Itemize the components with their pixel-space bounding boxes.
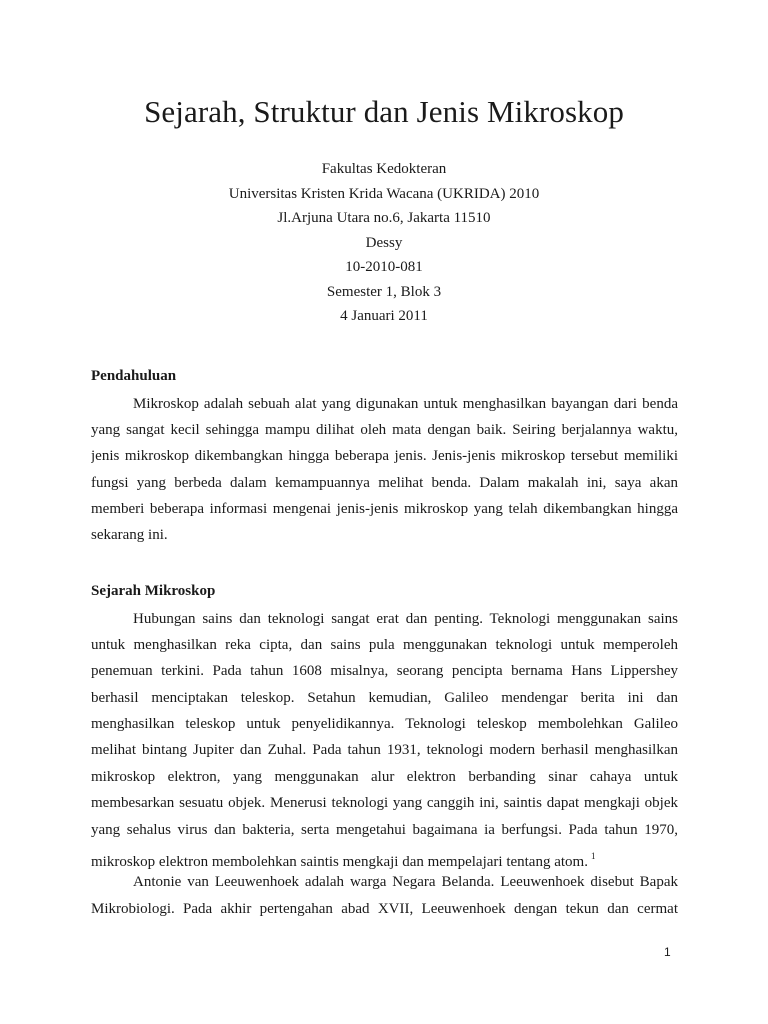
paragraph-line: yang sangat kecil sehingga mampu dilihat oleh mata dengan baik. Seiring berjalannya waktu, bbox=[91, 421, 678, 438]
paragraph-line: fungsi yang berbeda dalam kemampuannya melihat benda. Dalam makalah ini, saya akan bbox=[91, 474, 678, 491]
semester-line: Semester 1, Blok 3 bbox=[326, 283, 442, 300]
paragraph-line: yang sehalus virus dan bakteria, serta mengetahui bagaimana ia berfungsi. Pada tahun 1970, bbox=[91, 821, 678, 838]
student-id: 10-2010-081 bbox=[345, 259, 423, 275]
paragraph-line: Hubungan sains dan teknologi sangat erat dan penting. Teknologi menggunakan sains bbox=[133, 610, 678, 627]
paragraph-line: memberi beberapa informasi mengenai jenis-jenis mikroskop yang telah dikembangkan hingga bbox=[91, 501, 678, 518]
paragraph-line: untuk menghasilkan reka cipta, dan sains pula menggunakan teknologi untuk memperoleh bbox=[91, 636, 678, 653]
paragraph-line: mikroskop elektron, yang menggunakan alur elektron berbanding sinar cahaya untuk bbox=[91, 768, 678, 785]
author-info bbox=[0, 157, 768, 329]
faculty-line: Fakultas Kedokteran bbox=[321, 161, 447, 177]
university-line: Universitas Kristen Krida Wacana (UKRIDA) 2010 bbox=[228, 185, 540, 202]
paragraph-line: melihat bintang Jupiter dan Zuhal. Pada tahun 1931, teknologi modern berhasil menghasilkan bbox=[91, 742, 678, 759]
section-heading: Sejarah Mikroskop bbox=[91, 583, 216, 599]
paragraph-line: membesarkan sesuatu objek. Menerusi teknologi yang canggih ini, saintis dapat mengkaji objek bbox=[91, 795, 678, 812]
paragraph-text: mikroskop elektron membolehkan saintis mengkaji dan mempelajari tentang atom. bbox=[91, 854, 588, 870]
paragraph-line: menghasilkan teleskop untuk penyelidikannya. Teknologi teleskop membolehkan Galileo bbox=[91, 716, 678, 733]
paragraph-line: jenis mikroskop dikembangkan hingga beberapa jenis. Jenis-jenis mikroskop tersebut memiliki bbox=[91, 448, 678, 465]
paragraph-line: Mikrobiologi. Pada akhir pertengahan abad XVII, Leeuwenhoek dengan tekun dan cermat bbox=[91, 900, 678, 917]
date-line: 4 Januari 2011 bbox=[340, 308, 428, 324]
paragraph-line-with-footnote bbox=[91, 843, 678, 869]
address-line: Jl.Arjuna Utara no.6, Jakarta 11510 bbox=[277, 210, 491, 226]
author-name: Dessy bbox=[365, 234, 403, 251]
paragraph-line: berhasil menciptakan teleskop. Setahun kemudian, Galileo mendengar berita ini dan bbox=[91, 689, 678, 706]
footnote-reference[interactable]: 1 bbox=[590, 851, 596, 862]
paragraph-line: penemuan terkini. Pada tahun 1608 misalnya, seorang pencipta bernama Hans Lippershey bbox=[91, 663, 678, 680]
page-number: 1 bbox=[664, 945, 671, 959]
paragraph-line: sekarang ini. bbox=[91, 527, 168, 544]
section-pendahuluan bbox=[91, 362, 678, 549]
paragraph-line: Mikroskop adalah sebuah alat yang digunakan untuk menghasilkan bayangan dari benda bbox=[133, 395, 678, 412]
document-title: Sejarah, Struktur dan Jenis Mikroskop bbox=[144, 94, 624, 129]
paragraph-line: Antonie van Leeuwenhoek adalah warga Negara Belanda. Leeuwenhoek disebut Bapak bbox=[133, 874, 678, 891]
section-heading: Pendahuluan bbox=[91, 368, 177, 384]
section-sejarah-mikroskop bbox=[91, 577, 678, 922]
